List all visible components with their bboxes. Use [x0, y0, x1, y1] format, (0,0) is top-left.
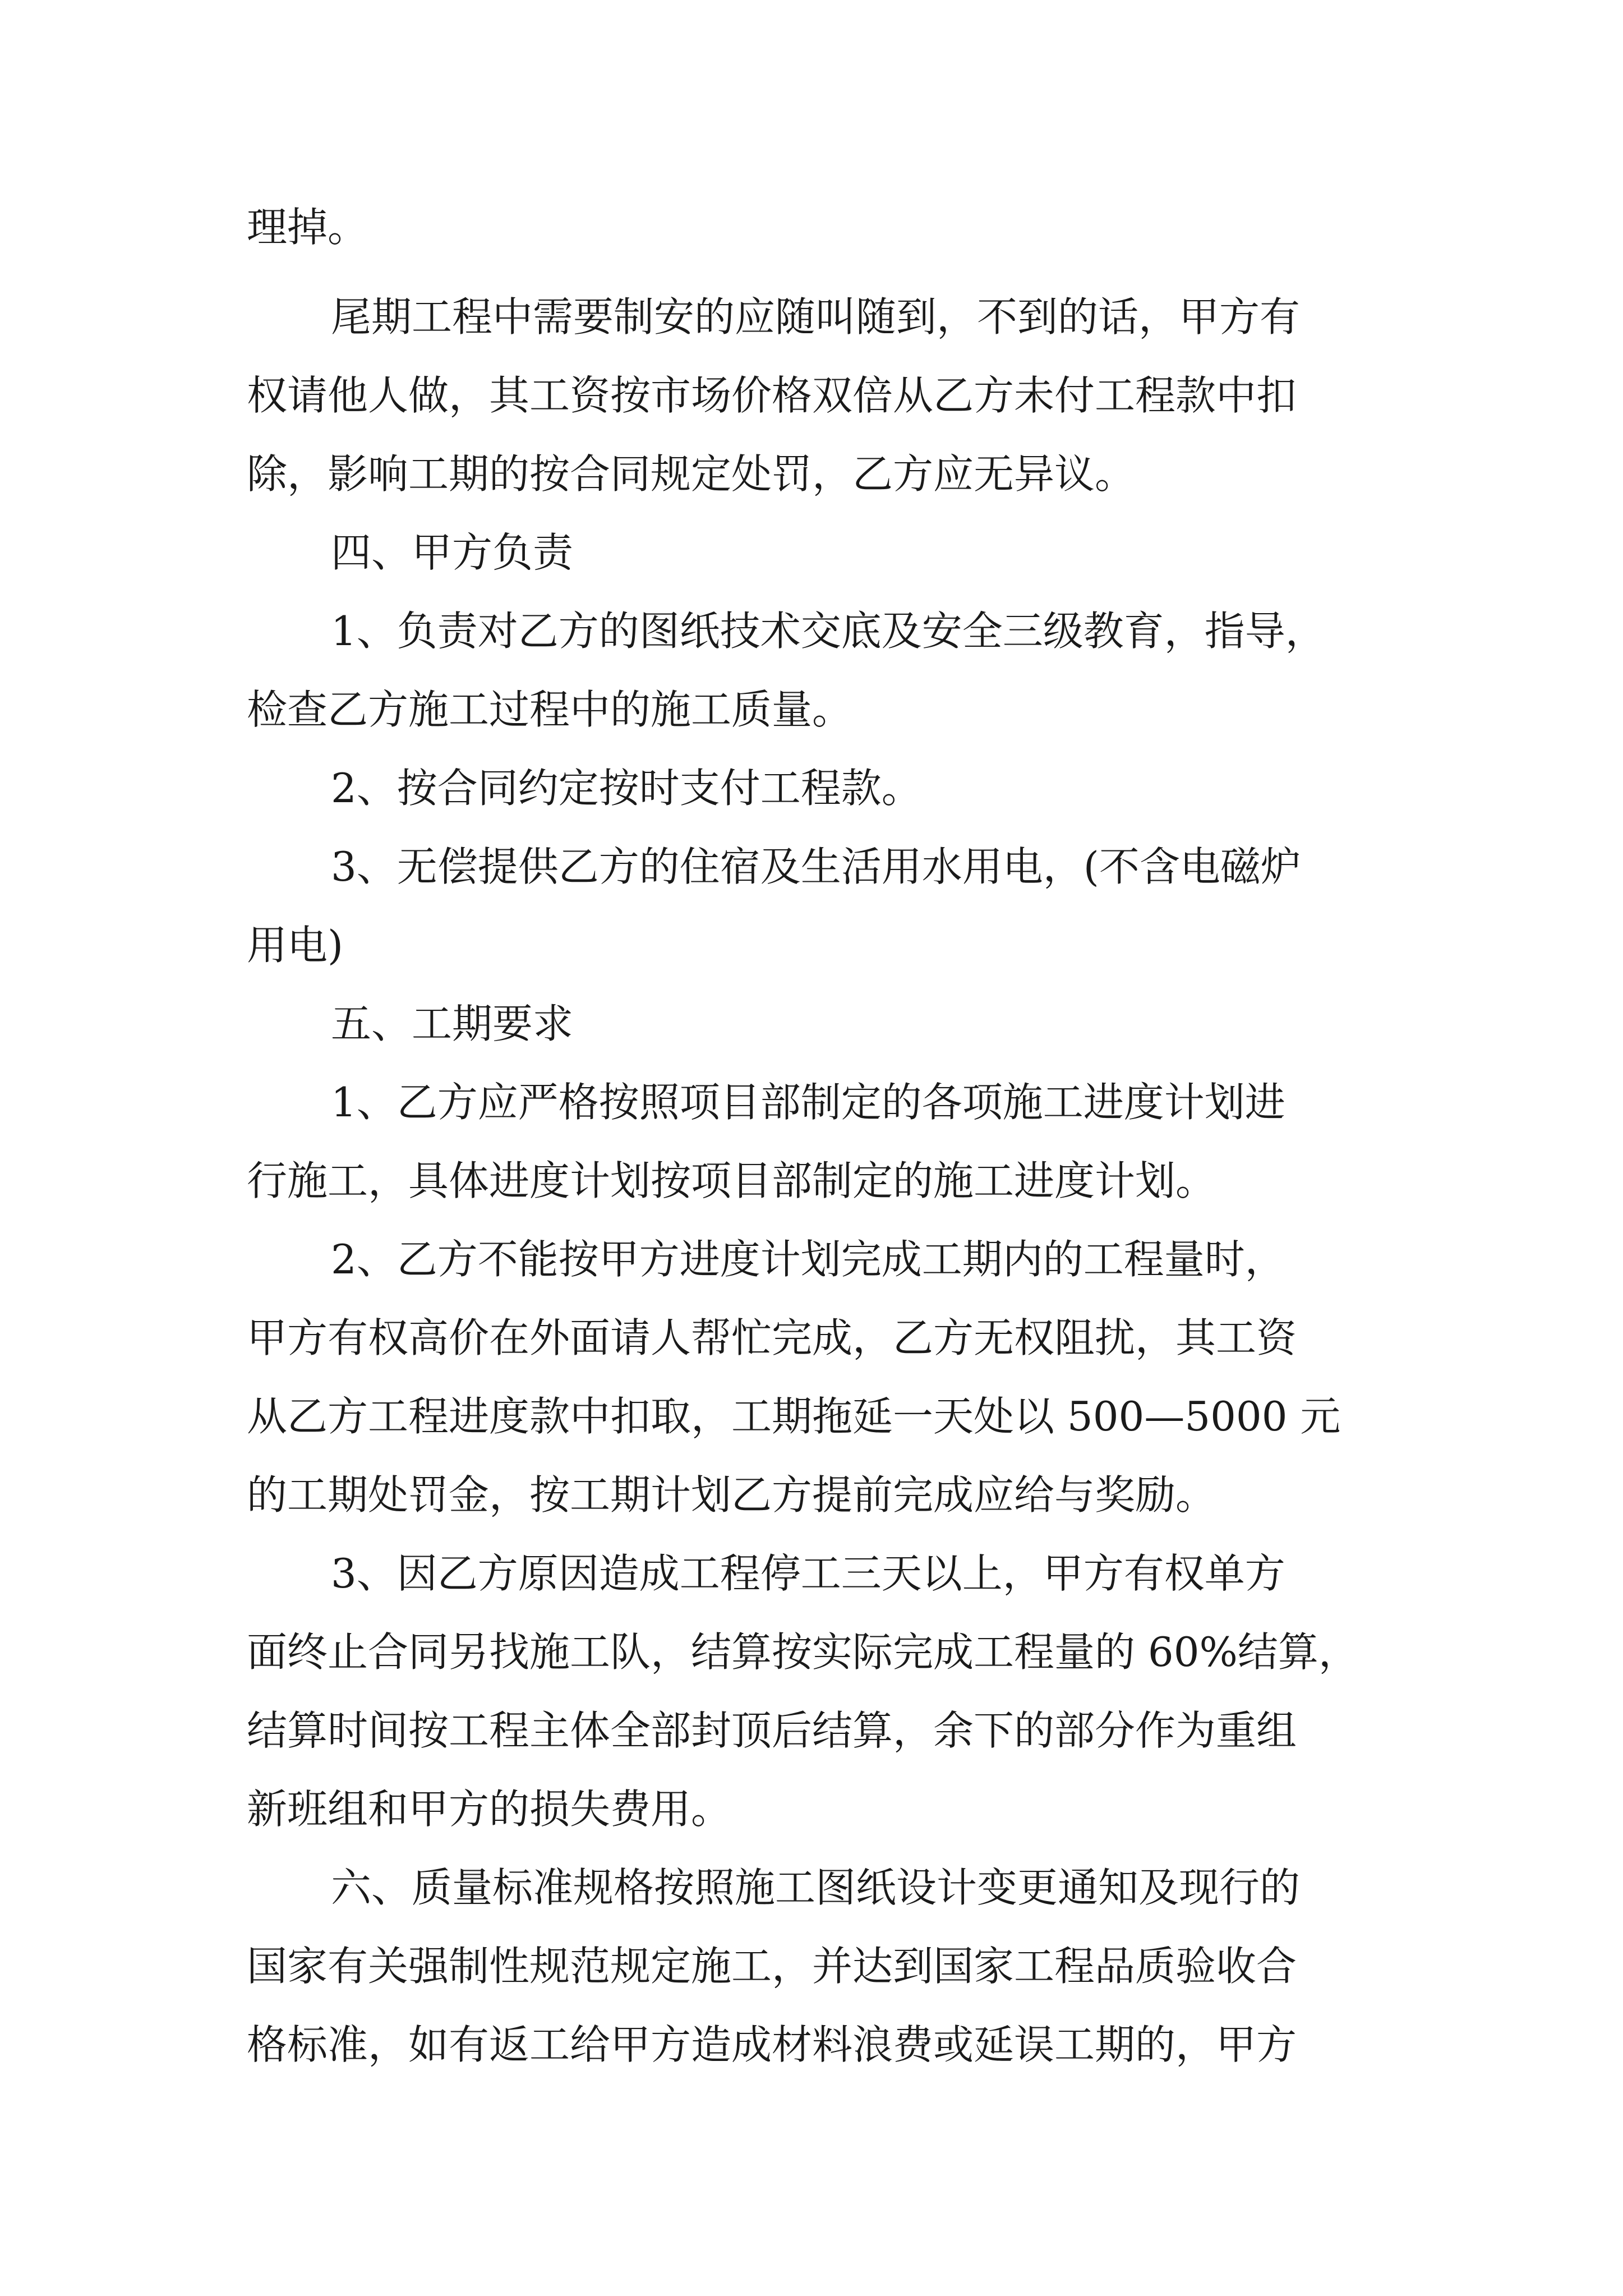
text-line: 3、因乙方原因造成工程停工三天以上，甲方有权单方 — [331, 1550, 1285, 1597]
text-line: 2、按合同约定按时支付工程款。 — [331, 765, 922, 812]
text-line: 用电) — [247, 922, 344, 969]
text-line: 六、质量标准规格按照施工图纸设计变更通知及现行的 — [331, 1864, 1301, 1911]
text-line: 行施工，具体进度计划按项目部制定的施工进度计划。 — [247, 1157, 1216, 1204]
section-heading: 五、工期要求 — [331, 1000, 574, 1047]
text-line: 3、无偿提供乙方的住宿及生活用水用电，(不含电磁炉 — [331, 843, 1301, 890]
text-line: 权请他人做，其工资按市场价格双倍从乙方未付工程款中扣 — [247, 372, 1297, 419]
text-line: 1、乙方应严格按照项目部制定的各项施工进度计划进 — [331, 1079, 1285, 1126]
text-line: 1、负责对乙方的图纸技术交底及安全三级教育，指导， — [331, 608, 1326, 655]
text-line: 从乙方工程进度款中扣取，工期拖延一天处以 500—5000 元 — [247, 1393, 1341, 1440]
text-line: 的工期处罚金，按工期计划乙方提前完成应给与奖励。 — [247, 1471, 1216, 1519]
text-line: 甲方有权高价在外面请人帮忙完成，乙方无权阻扰，其工资 — [247, 1314, 1297, 1361]
text-line: 尾期工程中需要制安的应随叫随到，不到的话，甲方有 — [331, 293, 1301, 341]
text-line: 理掉。 — [247, 204, 368, 251]
text-line: 2、乙方不能按甲方进度计划完成工期内的工程量时， — [331, 1236, 1285, 1283]
text-line: 结算时间按工程主体全部封顶后结算，余下的部分作为重组 — [247, 1707, 1297, 1754]
section-heading: 四、甲方负责 — [331, 529, 574, 576]
text-line: 国家有关强制性规范规定施工，并达到国家工程品质验收合 — [247, 1943, 1297, 1990]
text-line: 除，影响工期的按合同规定处罚，乙方应无异议。 — [247, 450, 1136, 498]
text-line: 检查乙方施工过程中的施工质量。 — [247, 686, 853, 733]
text-line: 格标准，如有返工给甲方造成材料浪费或延误工期的，甲方 — [247, 2021, 1297, 2068]
text-line: 面终止合同另找施工队，结算按实际完成工程量的 60%结算， — [247, 1628, 1359, 1676]
text-line: 新班组和甲方的损失费用。 — [247, 1786, 732, 1833]
